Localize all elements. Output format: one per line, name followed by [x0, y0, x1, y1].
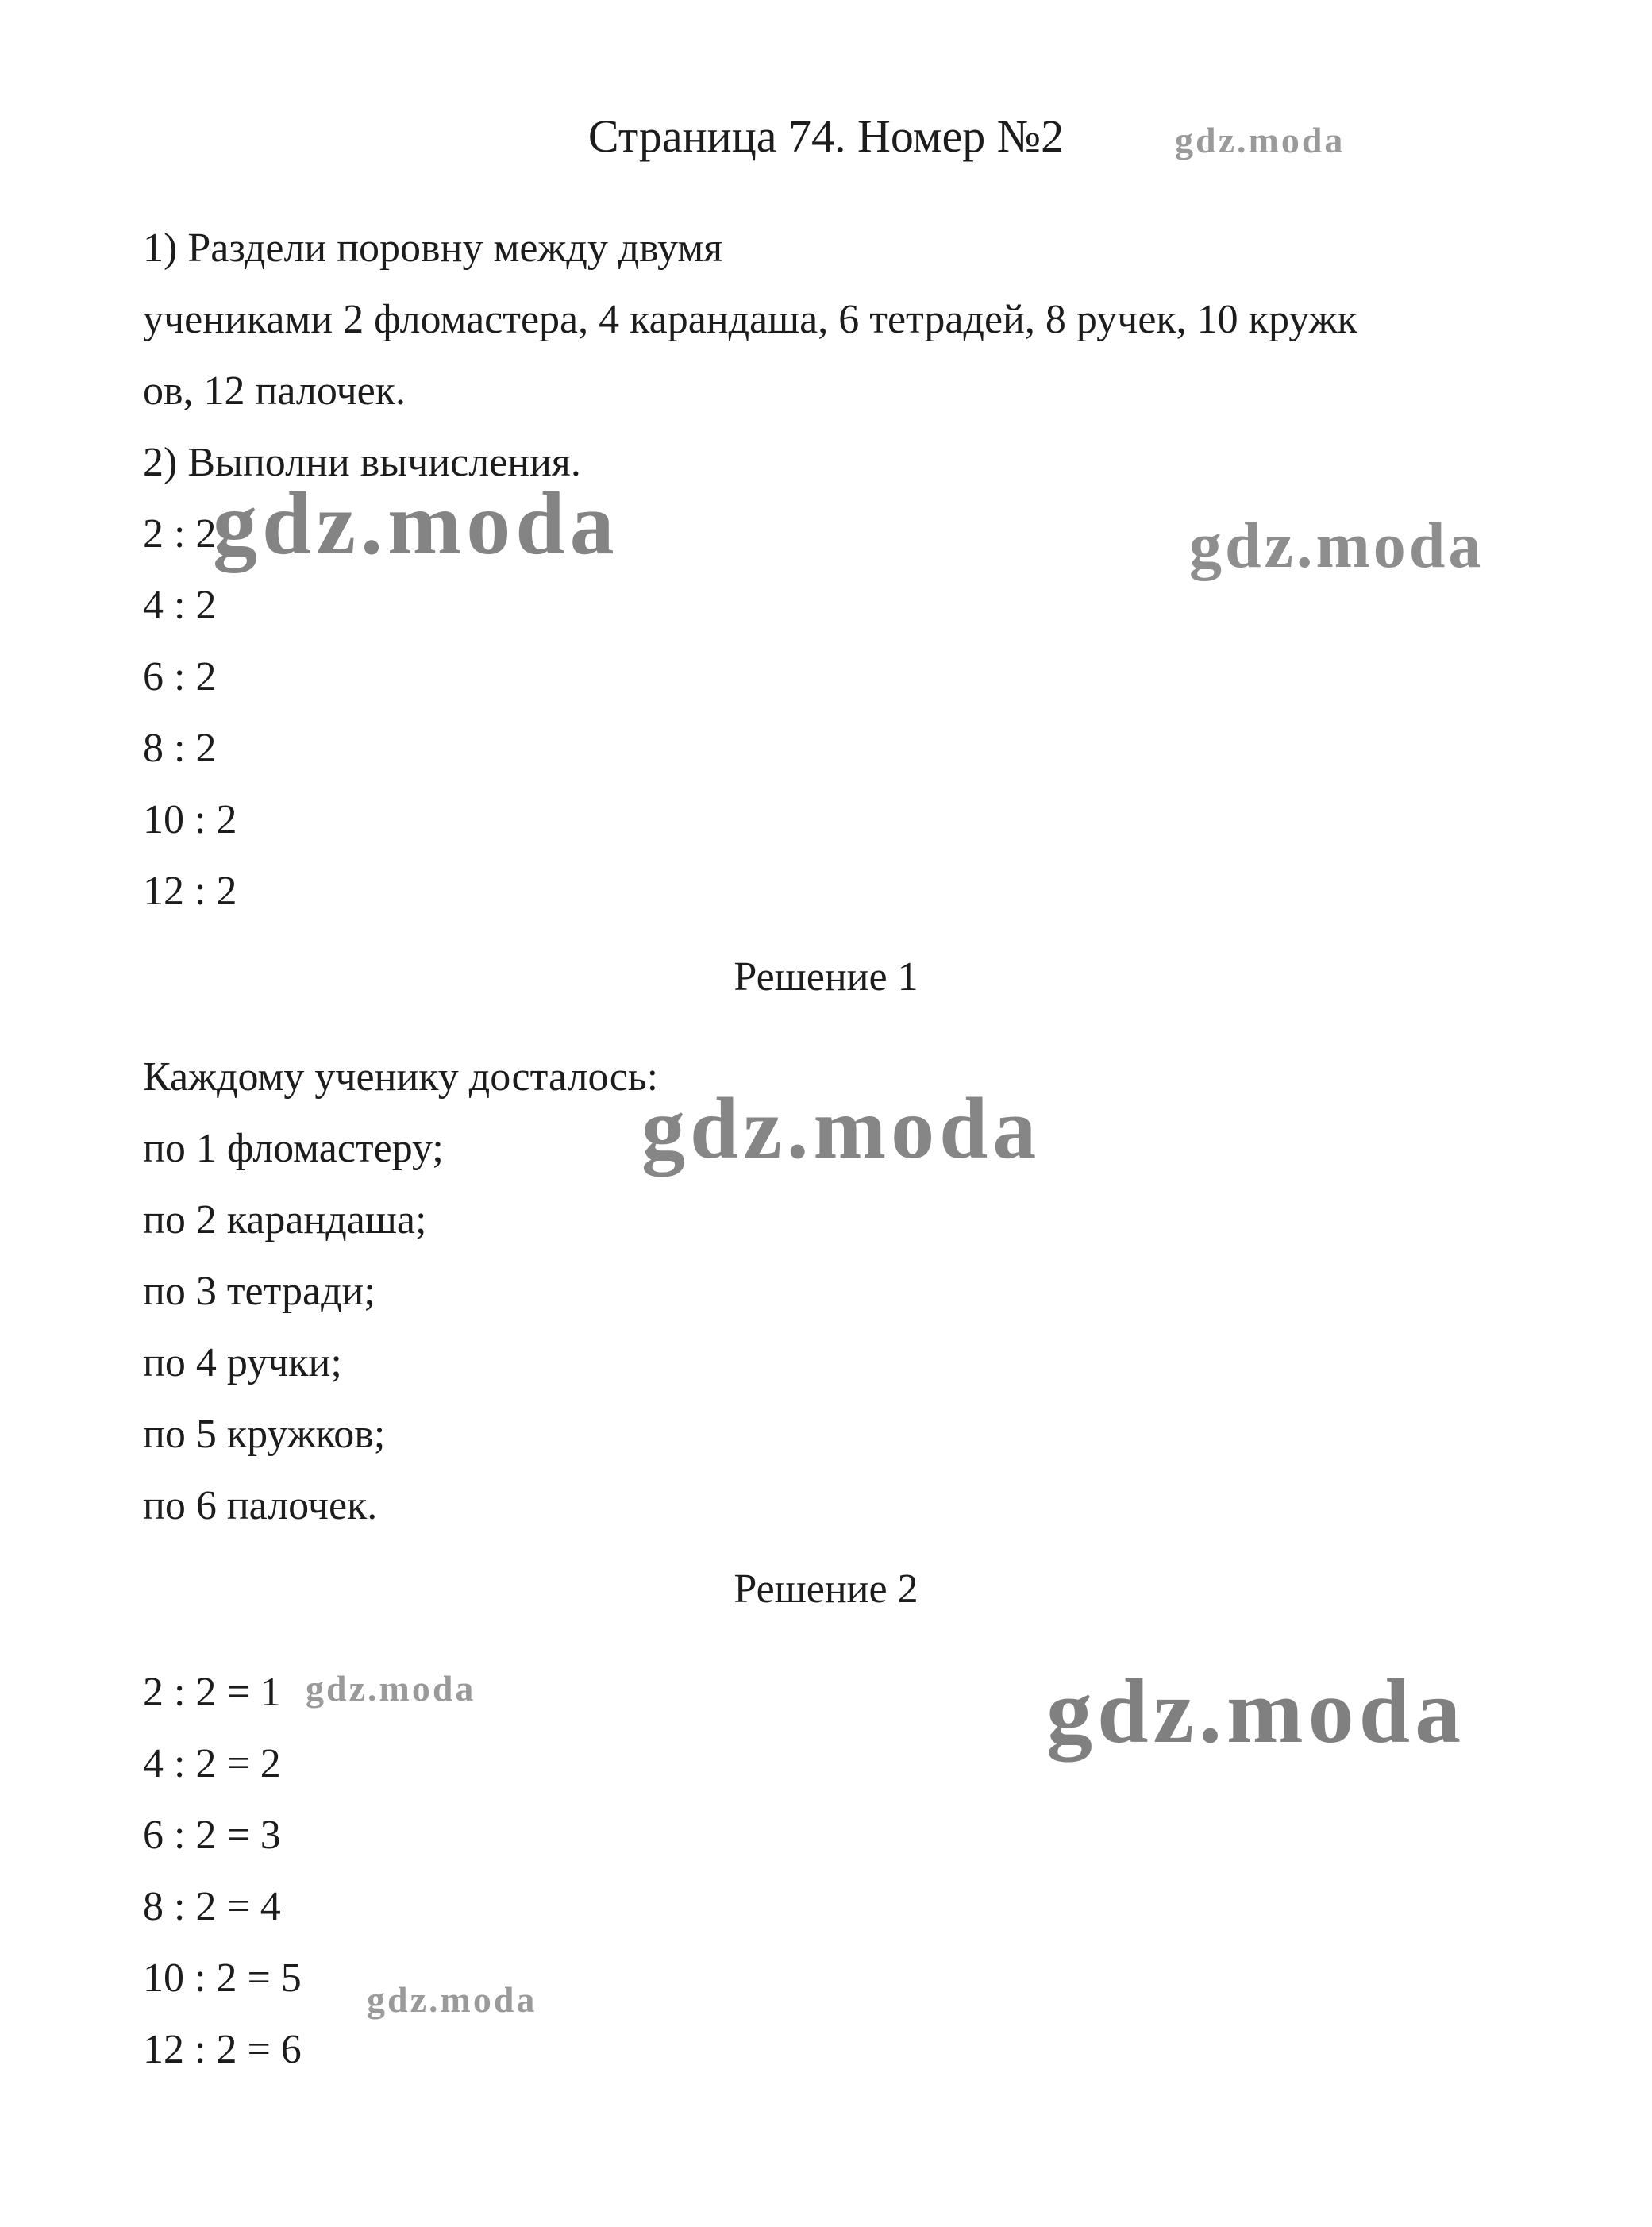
solution1-intro: Каждому ученику досталось: [143, 1054, 659, 1100]
solution2-heading: Решение 2 [734, 1566, 918, 1612]
solution1-item: по 4 ручки; [143, 1340, 342, 1385]
task-line: 1) Раздели поровну между двумя [143, 225, 723, 271]
equation-line: 2 : 2 = 1 [143, 1670, 281, 1715]
watermark: gdz.moda [1175, 120, 1346, 160]
equation-line: 6 : 2 = 3 [143, 1813, 281, 1858]
expression-line: 2 : 2 [143, 511, 217, 557]
solution1-item: по 1 фломастеру; [143, 1126, 444, 1171]
expression-line: 10 : 2 [143, 797, 237, 842]
watermark: gdz.moda [641, 1080, 1042, 1177]
watermark: gdz.moda [1189, 509, 1484, 581]
solution1-item: по 2 карандаша; [143, 1197, 427, 1243]
equation-line: 12 : 2 = 6 [143, 2027, 302, 2072]
document-content [143, 213, 1509, 2086]
solution1-item: по 5 кружков; [143, 1412, 386, 1457]
solution1-heading: Решение 1 [734, 954, 918, 1000]
watermark: gdz.moda [213, 475, 619, 573]
solution1-item: по 6 палочек. [143, 1483, 378, 1528]
watermark: gdz.moda [306, 1668, 476, 1709]
equation-line: 4 : 2 = 2 [143, 1741, 281, 1786]
equation-line: 10 : 2 = 5 [143, 1955, 302, 2001]
task-line: ов, 12 палочек. [143, 368, 406, 414]
expression-line: 12 : 2 [143, 869, 237, 914]
page-title: Страница 74. Номер №2 [587, 110, 1065, 162]
task-line: 2) Выполни вычисления. [143, 440, 581, 485]
solution1-item: по 3 тетради; [143, 1269, 375, 1314]
expression-line: 8 : 2 [143, 726, 217, 771]
watermark: gdz.moda [367, 1979, 537, 2020]
equation-line: 8 : 2 = 4 [143, 1884, 281, 1929]
solution2-equations [143, 1657, 1509, 2086]
expression-line: 6 : 2 [143, 654, 217, 699]
expression-line: 4 : 2 [143, 583, 217, 628]
watermark: gdz.moda [1046, 1661, 1466, 1763]
task-line: учениками 2 фломастера, 4 карандаша, 6 тетрадей, 8 ручек, 10 кружк [143, 297, 1357, 342]
